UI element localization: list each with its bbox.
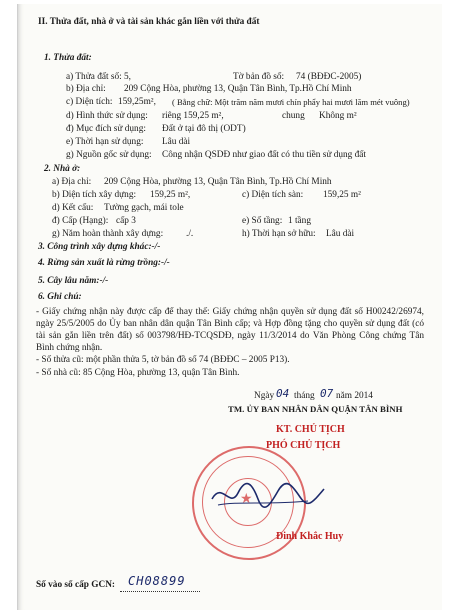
issuing-authority: TM. ỦY BAN NHÂN DÂN QUẬN TÂN BÌNH [228, 404, 403, 414]
date-year: năm 2014 [336, 391, 373, 401]
note-old-house-number: - Số nhà cũ: 85 Cộng Hòa, phường 13, quận Tân Bình. [36, 368, 240, 378]
land-number-label: a) Thửa đất số: [66, 72, 122, 82]
other-construction: 3. Công trình xây dựng khác:-/- [38, 242, 161, 252]
build-area-value: 159,25 m², [150, 190, 191, 200]
land-area-label: c) Diện tích: [66, 97, 113, 107]
note-old-parcel: - Số thửa cũ: một phần thửa 5, tờ bản đồ số 74 (BĐĐC – 2005 P13). [36, 355, 290, 365]
registry-number-value: CH08899 [128, 574, 186, 588]
floor-area-label: c) Diện tích sàn: [242, 190, 304, 200]
perennial-trees: 5. Cây lâu năm:-/- [38, 276, 109, 286]
completion-year-value: ./. [186, 229, 194, 239]
signer-name: Đinh Khắc Huy [276, 531, 344, 542]
usage-purpose-value: Đất ở tại đô thị (ODT) [162, 124, 246, 134]
build-area-label: b) Diện tích xây dựng: [52, 190, 137, 200]
land-number-value: 5, [124, 72, 131, 82]
house-heading: 2. Nhà ở: [44, 164, 81, 174]
usage-term-label: e) Thời hạn sử dụng: [66, 137, 144, 147]
usage-purpose-label: đ) Mục đích sử dụng: [66, 124, 146, 134]
date-month-prefix: tháng [294, 391, 315, 401]
date-day: 04 [276, 387, 290, 400]
shared-usage-value: Không m² [319, 111, 357, 121]
ownership-term-label: h) Thời hạn sở hữu: [242, 229, 316, 239]
grade-value: cấp 3 [116, 216, 136, 226]
land-address-label: b) Địa chỉ: [66, 84, 106, 94]
ownership-term-value: Lâu dài [326, 229, 355, 239]
star-icon: ★ [240, 491, 253, 507]
completion-year-label: g) Năm hoàn thành xây dựng: [52, 229, 164, 239]
notes-heading: 6. Ghi chú: [38, 292, 82, 302]
structure-value: Tường gạch, mái tole [104, 203, 184, 213]
planted-forest: 4. Rừng sản xuất là rừng trồng:-/- [38, 258, 170, 268]
date-month: 07 [320, 387, 334, 400]
shared-usage-label: chung [282, 111, 305, 121]
land-address-value: 209 Cộng Hòa, phường 13, Quận Tân Bình, Tp.Hồ Chí Minh [124, 84, 352, 94]
usage-origin-value: Công nhận QSDĐ như giao đất có thu tiền sử dụng đất [162, 150, 367, 160]
registry-number-label: Số vào sổ cấp GCN: [36, 580, 116, 590]
section-title: II. Thửa đất, nhà ở và tài sản khác gắn liền với thửa đất [38, 17, 260, 27]
land-area-value: 159,25m², [118, 97, 156, 107]
role-vice-chairman: PHÓ CHỦ TỊCH [266, 440, 341, 451]
grade-label: đ) Cấp (Hạng): [52, 216, 109, 226]
usage-form-label: d) Hình thức sử dụng: [66, 111, 148, 121]
signature-scribble [208, 475, 328, 515]
house-address-label: a) Địa chỉ: [52, 177, 92, 187]
note-replacement: - Giấy chứng nhận này được cấp để thay thế: Giấy chứng nhận quyền sử dụng đất số H00242/26974, ngày 25/5/2005 do Ủy ban nhân dân quận Tân Bình cấp; và Hợp đồng tặng cho quyền sử dụng đất (có tài sản gắn liền trên đất) số 003798/HĐ-TCQSDĐ, ngày 11/3/2014 do Văn Phòng Công chứng Tân Bình chứng nhận. [36, 307, 424, 353]
map-sheet-value: 74 (BĐĐC-2005) [296, 72, 362, 82]
house-address-value: 209 Cộng Hòa, phường 13, Quận Tân Bình, Tp.Hồ Chí Minh [104, 177, 332, 187]
usage-term-value: Lâu dài [162, 137, 191, 147]
registry-number-line [120, 591, 200, 592]
structure-label: d) Kết cấu: [52, 203, 94, 213]
usage-origin-label: g) Nguồn gốc sử dụng: [66, 150, 152, 160]
role-deputy-for: KT. CHỦ TỊCH [276, 424, 345, 435]
land-area-words: ( Bằng chữ: Một trăm năm mươi chín phẩy hai mươi lăm mét vuông) [172, 97, 410, 107]
floor-area-value: 159,25 m² [323, 190, 361, 200]
map-sheet-label: Tờ bản đồ số: [233, 72, 285, 82]
land-heading: 1. Thửa đất: [44, 53, 92, 63]
date-prefix: Ngày [254, 391, 275, 401]
usage-form-value: riêng 159,25 m², [162, 111, 224, 121]
floors-value: 1 tầng [288, 216, 311, 226]
floors-label: e) Số tầng: [242, 216, 283, 226]
